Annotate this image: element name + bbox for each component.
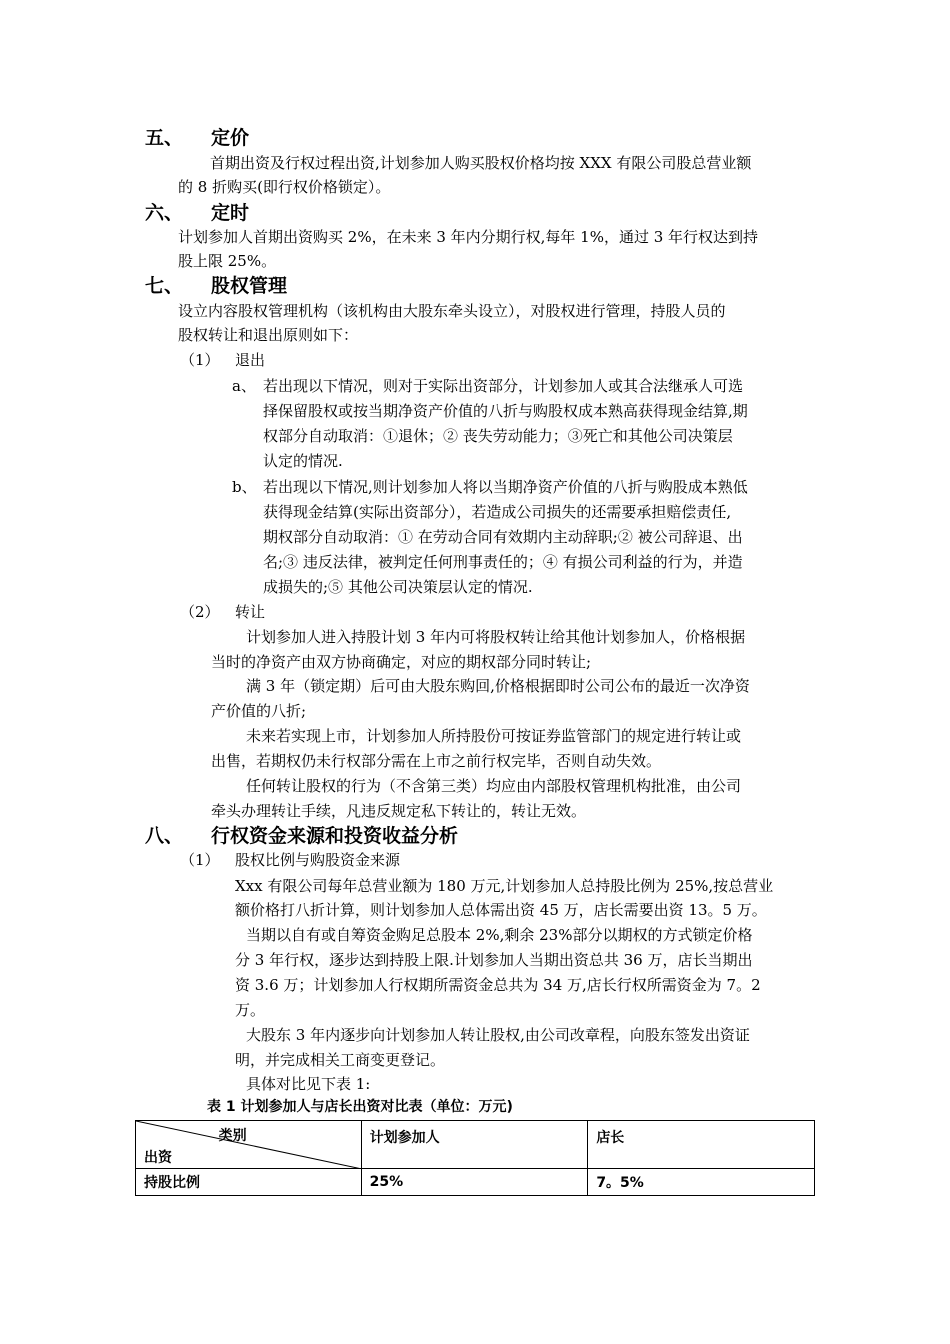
section-6-heading	[145, 201, 249, 225]
paragraph-line: 额价格打八折计算，则计划参加人总体需出资 45 万，店长需要出资 13。5 万。	[235, 901, 767, 919]
paragraph-line: 股权转让和退出原则如下：	[178, 326, 359, 344]
table-caption: 表 1 计划参加人与店长出资对比表（单位：万元)	[207, 1099, 513, 1115]
paragraph-line: 满 3 年（锁定期）后可由大股东购回,价格根据即时公司公布的最近一次净资	[246, 677, 750, 695]
section-number: 七、	[145, 275, 184, 297]
row-label-cell: 持股比例	[136, 1169, 362, 1196]
table-cell: 7。5%	[588, 1169, 815, 1196]
paragraph-line: 当时的净资产由双方协商确定，对应的期权部分同时转让;	[211, 653, 592, 671]
diagonal-top-label: 类别	[218, 1128, 247, 1144]
diagonal-bottom-label: 出资	[144, 1150, 172, 1166]
paragraph-line: 资 3.6 万；计划参加人行权期所需资金总共为 34 万,店长行权所需资金为 7。2	[235, 976, 761, 994]
section-title: 定价	[211, 127, 250, 149]
paragraph-line: 产价值的八折;	[211, 702, 307, 720]
paragraph-line: 出售，若期权仍未行权部分需在上市之前行权完毕，否则自动失效。	[211, 752, 662, 770]
paragraph-line: 若出现以下情况，则对于实际出资部分，计划参加人或其合法继承人可选	[263, 377, 744, 395]
paragraph-line: 获得现金结算(实际出资部分），若造成公司损失的还需要承担赔偿责任,	[263, 503, 732, 521]
section-title: 股权管理	[211, 275, 288, 297]
paragraph-line: 大股东 3 年内逐步向计划参加人转让股权,由公司改章程，向股东签发出资证	[246, 1026, 750, 1044]
paragraph-line: 未来若实现上市，计划参加人所持股份可按证券监管部门的规定进行转让或	[246, 727, 742, 745]
paragraph-line: 计划参加人进入持股计划 3 年内可将股权转让给其他计划参加人，价格根据	[246, 628, 746, 646]
paragraph-line: 任何转让股权的行为（不含第三类）均应由内部股权管理机构批准，由公司	[246, 777, 742, 795]
section-number: 五、	[145, 127, 184, 149]
paragraph-line: 当期以自有或自筹资金购足总股本 2%,剩余 23%部分以期权的方式锁定价格	[246, 926, 753, 944]
table-header-cell: 计划参加人	[361, 1121, 588, 1169]
subsection-title: 转让	[235, 603, 266, 621]
paragraph-line: 具体对比见下表 1:	[246, 1075, 371, 1093]
section-title: 定时	[211, 202, 250, 224]
section-7-heading	[145, 274, 287, 298]
item-marker: b、	[232, 478, 257, 496]
subsection-number: （1）	[180, 851, 220, 869]
section-8-heading	[145, 824, 458, 848]
table-header-cell: 店长	[588, 1121, 815, 1169]
paragraph-line: 认定的情况.	[263, 452, 343, 470]
paragraph-line: 成损失的;⑤ 其他公司决策层认定的情况.	[263, 578, 533, 596]
table-row	[136, 1169, 815, 1196]
paragraph-line: Xxx 有限公司每年总营业额为 180 万元,计划参加人总持股比例为 25%,按总营业	[235, 877, 774, 895]
paragraph-line: 择保留股权或按当期净资产价值的八折与购股权成本熟高获得现金结算,期	[263, 402, 748, 420]
subsection-title: 股权比例与购股资金来源	[235, 851, 401, 869]
paragraph-line: 若出现以下情况,则计划参加人将以当期净资产价值的八折与购股成本熟低	[263, 478, 748, 496]
section-5-heading	[145, 126, 249, 150]
paragraph-line: 设立内容股权管理机构（该机构由大股东牵头设立），对股权进行管理，持股人员的	[178, 302, 726, 320]
paragraph-line: 计划参加人首期出资购买 2%，在未来 3 年内分期行权,每年 1%，通过 3 年行权达到持	[178, 228, 759, 246]
table-header-row	[136, 1121, 815, 1169]
paragraph-line: 牵头办理转让手续，凡违反规定私下转让的，转让无效。	[211, 802, 587, 820]
subsection-number: （1）	[180, 351, 220, 369]
paragraph-line: 的 8 折购买(即行权价格锁定）。	[178, 178, 391, 196]
section-number: 八、	[145, 825, 184, 847]
diagonal-header-cell	[136, 1121, 362, 1169]
paragraph-line: 名;③ 违反法律，被判定任何刑事责任的；④ 有损公司利益的行为，并造	[263, 553, 743, 571]
section-number: 六、	[145, 202, 184, 224]
table-cell: 25%	[361, 1169, 588, 1196]
paragraph-line: 权部分自动取消：①退休；② 丧失劳动能力；③死亡和其他公司决策层	[263, 427, 733, 445]
paragraph-line: 万。	[235, 1001, 266, 1019]
paragraph-line: 期权部分自动取消：① 在劳动合同有效期内主动辞职;② 被公司辞退、出	[263, 528, 743, 546]
subsection-number: （2）	[180, 603, 220, 621]
section-title: 行权资金来源和投资收益分析	[211, 825, 459, 847]
paragraph-line: 首期出资及行权过程出资,计划参加人购买股权价格均按 XXX 有限公司股总营业额	[210, 154, 752, 172]
paragraph-line: 分 3 年行权，逐步达到持股上限.计划参加人当期出资总共 36 万，店长当期出	[235, 951, 753, 969]
comparison-table	[135, 1120, 815, 1196]
paragraph-line: 明，并完成相关工商变更登记。	[235, 1051, 446, 1069]
paragraph-line: 股上限 25%。	[178, 252, 277, 270]
subsection-title: 退出	[235, 351, 266, 369]
item-marker: a、	[232, 377, 256, 395]
